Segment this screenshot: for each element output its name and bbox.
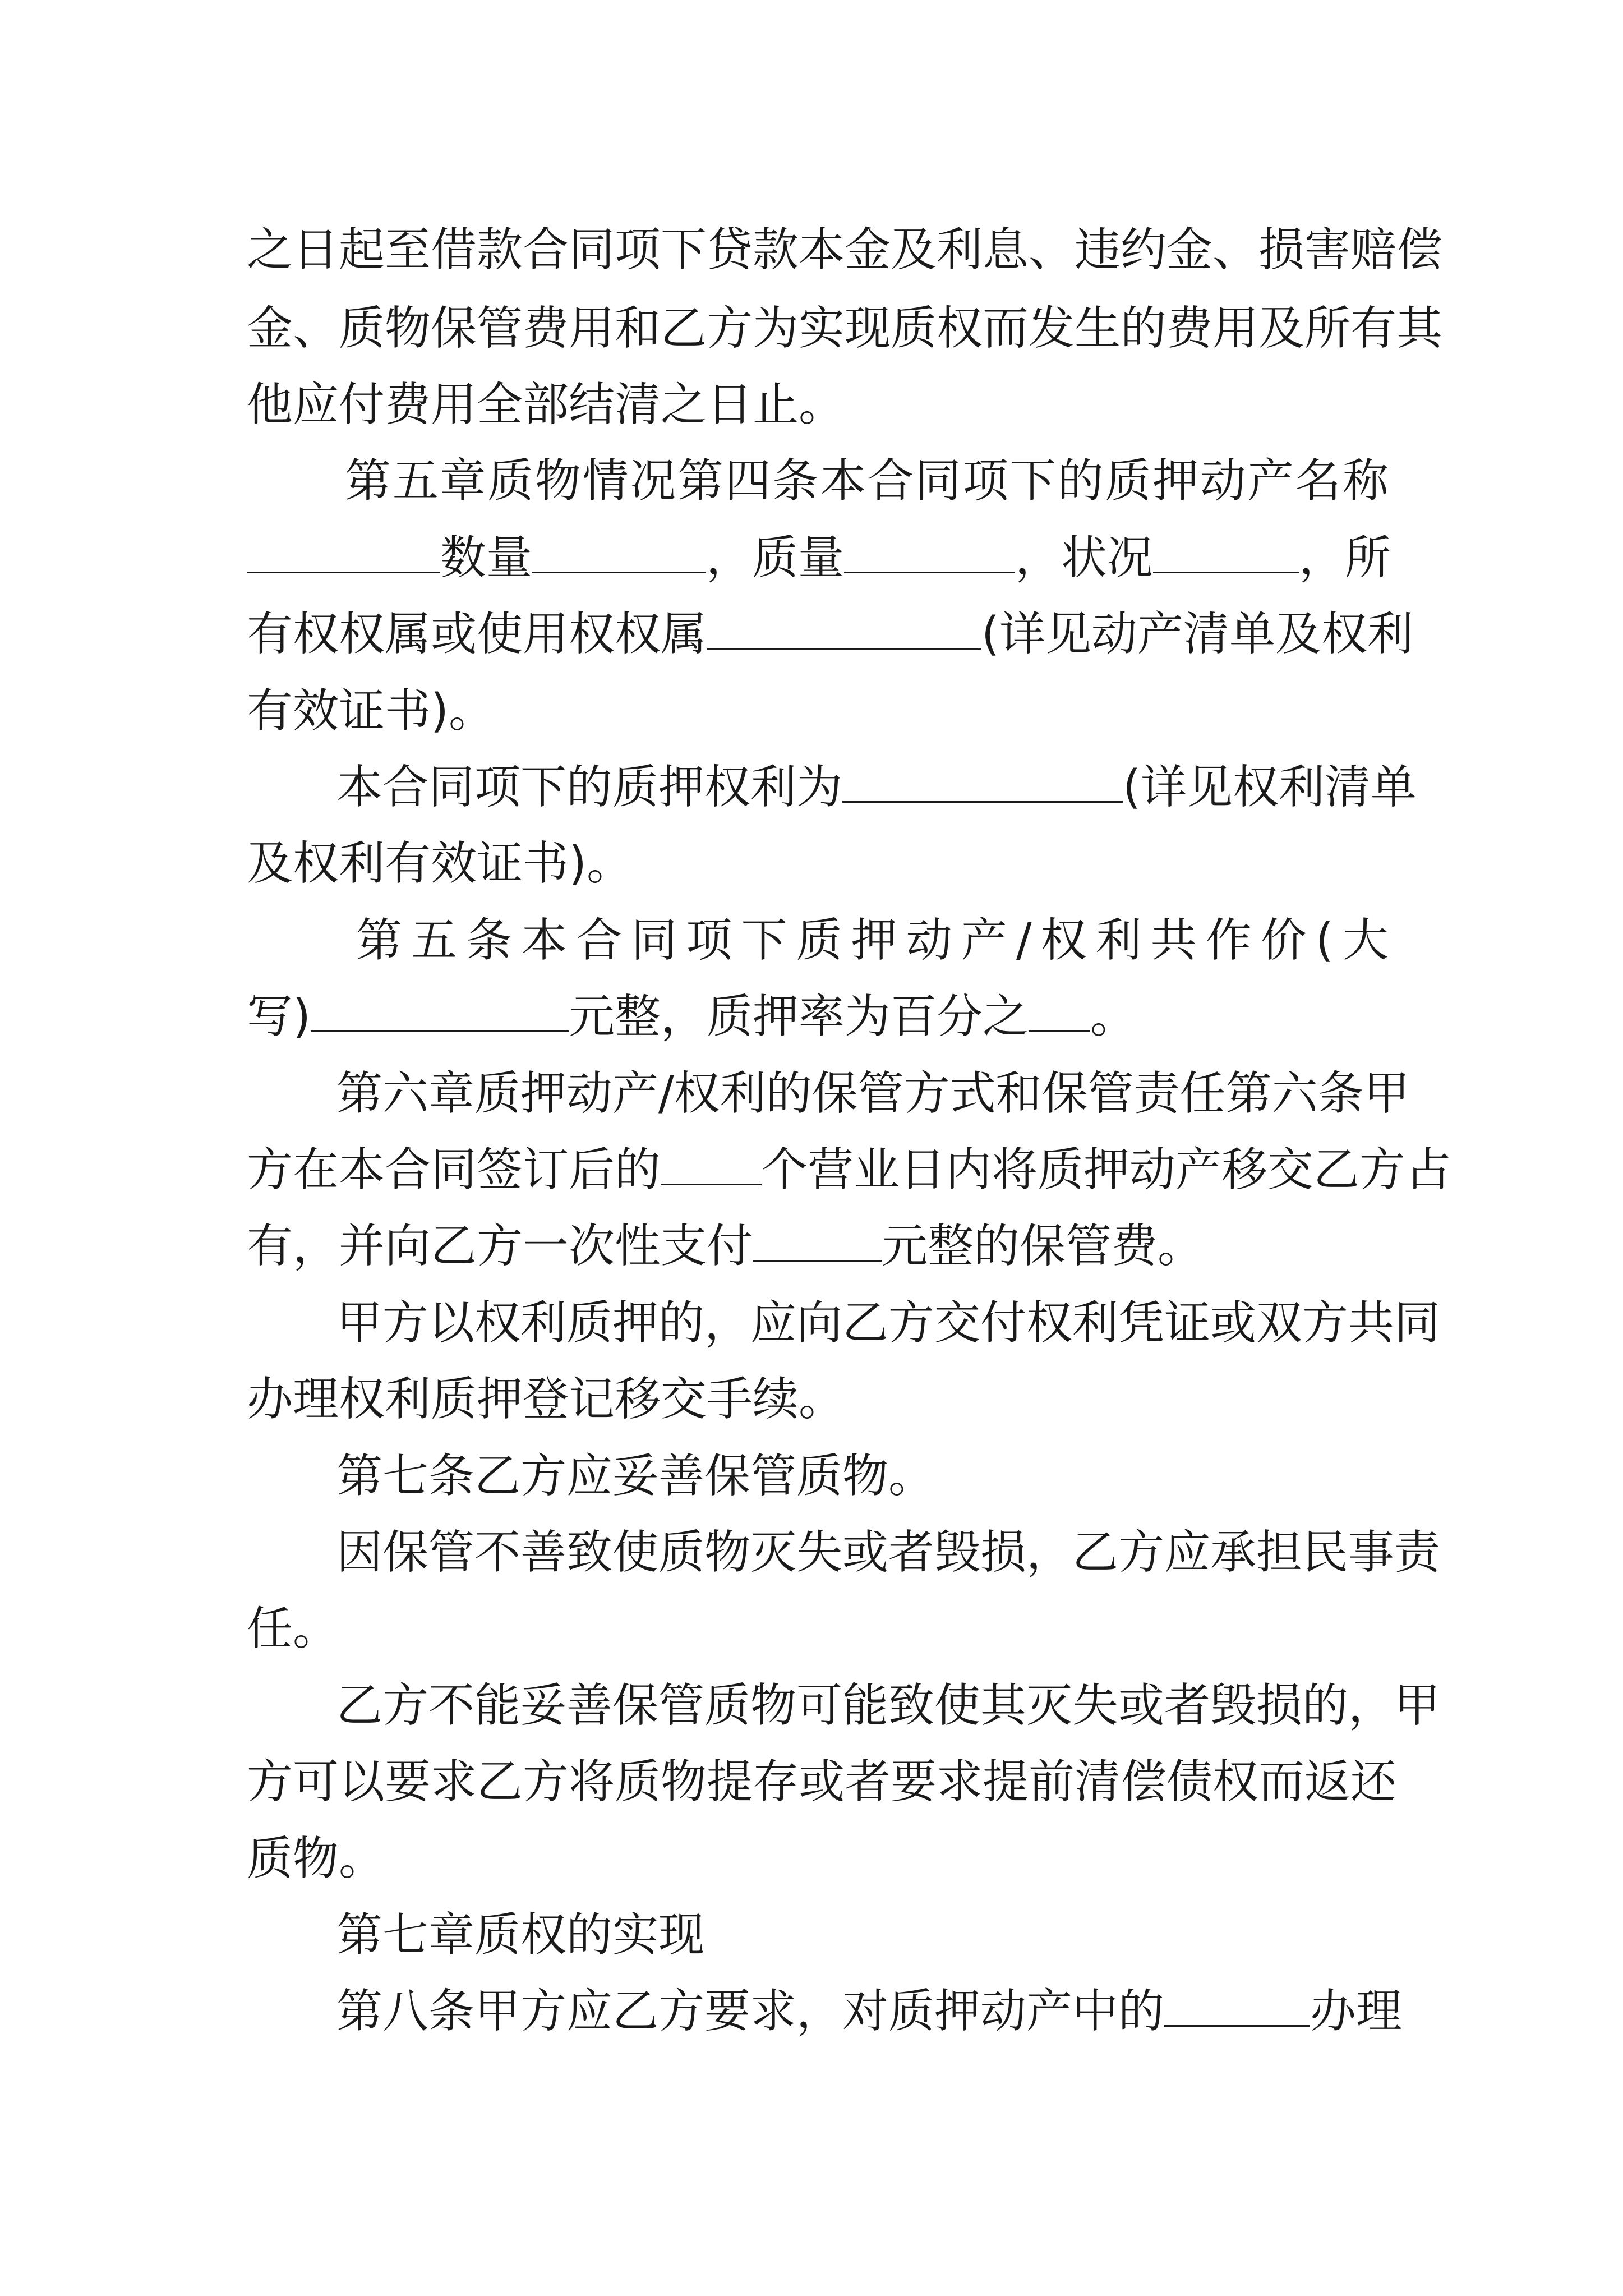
- text-segment: 个营业日内将质押动产移交乙方占: [762, 1143, 1452, 1197]
- text-segment: (详见动产清单及权利: [981, 608, 1414, 661]
- fill-in-blank: [532, 532, 706, 573]
- text-line: [247, 530, 1389, 586]
- text-line: 第七条乙方应妥善保管质物。: [336, 1450, 935, 1503]
- text-segment: 方在本合同签订后的: [247, 1143, 661, 1197]
- text-segment: 本合同项下的质押权利为: [336, 761, 843, 814]
- text-segment: 。: [1090, 990, 1137, 1043]
- text-segment: 有，并向乙方一次性支付: [247, 1220, 753, 1273]
- text-line: 方可以要求乙方将质物提存或者要求提前清偿债权而返还: [247, 1755, 1397, 1809]
- text-line: [247, 1218, 1389, 1274]
- text-line: 办理权利质押登记移交手续。: [247, 1373, 845, 1426]
- text-line: [336, 1984, 1403, 2040]
- text-line: [247, 989, 1389, 1045]
- text-segment: 第八条甲方应乙方要求，对质押动产中的: [336, 1985, 1165, 2038]
- fill-in-blank: [1164, 1986, 1310, 2027]
- fill-in-blank: [753, 1221, 882, 1262]
- text-line: 第五章质物情况第四条本合同项下的质押动产名称: [345, 454, 1389, 508]
- fill-in-blank: [842, 762, 1123, 803]
- text-segment: 写): [247, 990, 311, 1043]
- text-line: 质物。: [247, 1832, 385, 1885]
- text-segment: 有权权属或使用权权属: [247, 608, 707, 661]
- text-line: 他应付费用全部结清之日止。: [247, 378, 845, 431]
- fill-in-blank: [1029, 991, 1090, 1032]
- text-line: 之日起至借款合同项下贷款本金及利息、违约金、损害赔偿: [247, 223, 1443, 277]
- text-line: 甲方以权利质押的，应向乙方交付权利凭证或双方共同: [336, 1296, 1441, 1350]
- fill-in-blank: [311, 991, 569, 1032]
- text-segment: (详见权利清单: [1123, 761, 1417, 814]
- text-segment: ，状况: [1015, 531, 1154, 585]
- text-segment: 元整，质押率为百分之: [569, 990, 1029, 1043]
- text-segment: 办理: [1310, 1985, 1403, 2038]
- text-segment: 数量: [440, 531, 533, 585]
- text-line: 第六章质押动产/权利的保管方式和保管责任第六条甲: [336, 1067, 1410, 1120]
- text-line: 第五条本合同项下质押动产/权利共作价(大: [356, 914, 1389, 967]
- fill-in-blank: [844, 532, 1015, 573]
- text-segment: ，所: [1299, 531, 1391, 585]
- text-segment: 元整的保管费。: [882, 1220, 1204, 1273]
- text-line: 金、质物保管费用和乙方为实现质权而发生的费用及所有其: [247, 302, 1443, 355]
- text-line: 及权利有效证书)。: [247, 837, 633, 890]
- text-line: [247, 1142, 1452, 1198]
- text-line: 因保管不善致使质物灭失或者毁损，乙方应承担民事责: [336, 1526, 1441, 1579]
- text-line: [247, 606, 1414, 662]
- fill-in-blank: [661, 1144, 762, 1185]
- text-line: 乙方不能妥善保管质物可能致使其灭失或者毁损的，甲: [336, 1679, 1441, 1732]
- text-line: 任。: [247, 1602, 339, 1655]
- fill-in-blank: [1153, 532, 1299, 573]
- text-line: [336, 760, 1417, 816]
- chapter-heading: 第七章质权的实现: [336, 1908, 705, 1962]
- text-line: 有效证书)。: [247, 684, 495, 738]
- text-segment: ，质量: [706, 531, 845, 585]
- fill-in-blank: [247, 532, 440, 573]
- fill-in-blank: [707, 609, 981, 650]
